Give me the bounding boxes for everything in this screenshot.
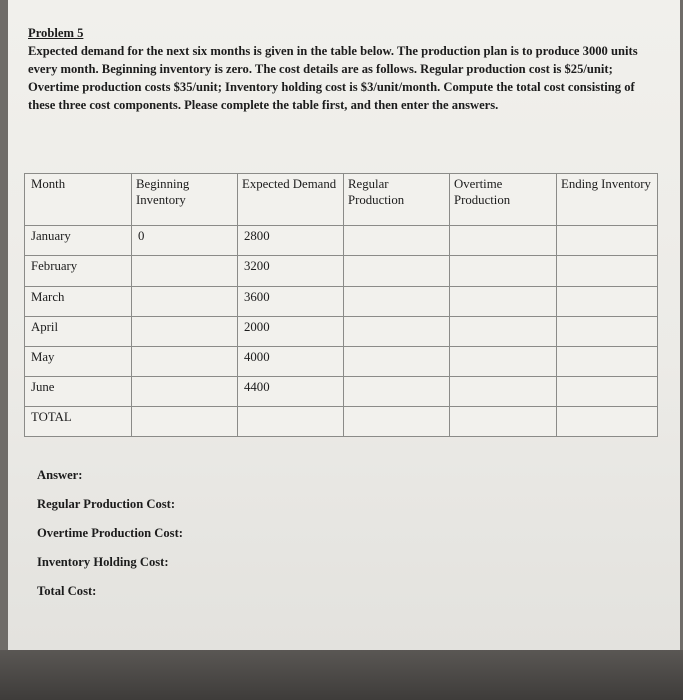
header-month: Month xyxy=(25,174,132,226)
cell-month: May xyxy=(25,346,132,376)
header-overtime-production: Overtime Production xyxy=(450,174,557,226)
cell-beginning-inventory[interactable]: 0 xyxy=(132,226,238,256)
cell-regular-production[interactable] xyxy=(344,406,450,436)
cell-beginning-inventory[interactable] xyxy=(132,376,238,406)
cell-overtime-production[interactable] xyxy=(450,406,557,436)
cell-ending-inventory[interactable] xyxy=(557,346,658,376)
header-beginning-inventory: Beginning Inventory xyxy=(132,174,238,226)
cell-expected-demand: 2000 xyxy=(238,316,344,346)
cell-beginning-inventory[interactable] xyxy=(132,316,238,346)
table-row-may xyxy=(25,346,658,376)
cell-regular-production[interactable] xyxy=(344,346,450,376)
cell-ending-inventory[interactable] xyxy=(557,226,658,256)
cell-month: March xyxy=(25,286,132,316)
cell-regular-production[interactable] xyxy=(344,376,450,406)
cell-month: January xyxy=(25,226,132,256)
cell-ending-inventory[interactable] xyxy=(557,406,658,436)
cell-overtime-production[interactable] xyxy=(450,256,557,286)
cell-ending-inventory[interactable] xyxy=(557,316,658,346)
cell-ending-inventory[interactable] xyxy=(557,286,658,316)
cell-month: April xyxy=(25,316,132,346)
cell-expected-demand: 2800 xyxy=(238,226,344,256)
background-shadow xyxy=(0,650,683,700)
cell-beginning-inventory[interactable] xyxy=(132,346,238,376)
cell-regular-production[interactable] xyxy=(344,226,450,256)
problem-title: Problem 5 xyxy=(28,26,84,40)
problem-text: Expected demand for the next six months is given in the table below. The production plan is to produce 3000 units every month. Beginning inventory is zero. The cost details are as follows. Regular production cost is $25/unit; Overtime production costs $35/unit; Inventory holding cost is $3/unit/month. Compute the total cost consisting of these three cost components. Please complete the table first, and then enter the answers. xyxy=(28,44,638,112)
header-expected-demand: Expected Demand xyxy=(238,174,344,226)
table-row-total xyxy=(25,406,658,436)
regular-production-cost-label: Regular Production Cost: xyxy=(37,497,176,511)
table-row-february xyxy=(25,256,658,286)
cell-regular-production[interactable] xyxy=(344,256,450,286)
cell-month: June xyxy=(25,376,132,406)
table-row-june xyxy=(25,376,658,406)
overtime-production-cost-label: Overtime Production Cost: xyxy=(37,526,183,540)
cell-beginning-inventory[interactable] xyxy=(132,406,238,436)
cell-ending-inventory[interactable] xyxy=(557,256,658,286)
cell-beginning-inventory[interactable] xyxy=(132,286,238,316)
cell-month: TOTAL xyxy=(25,406,132,436)
inventory-holding-cost-label: Inventory Holding Cost: xyxy=(37,555,169,569)
cell-overtime-production[interactable] xyxy=(450,226,557,256)
answer-heading: Answer: xyxy=(37,468,83,482)
header-regular-production: Regular Production xyxy=(344,174,450,226)
cell-expected-demand: 4400 xyxy=(238,376,344,406)
table-row-march xyxy=(25,286,658,316)
problem-statement xyxy=(28,24,658,114)
table-row-january xyxy=(25,226,658,256)
cell-regular-production[interactable] xyxy=(344,316,450,346)
cell-month: February xyxy=(25,256,132,286)
cell-expected-demand[interactable] xyxy=(238,406,344,436)
cell-expected-demand: 4000 xyxy=(238,346,344,376)
table-header-row xyxy=(25,174,658,226)
cell-expected-demand: 3200 xyxy=(238,256,344,286)
cell-ending-inventory[interactable] xyxy=(557,376,658,406)
cell-overtime-production[interactable] xyxy=(450,286,557,316)
production-plan-table xyxy=(24,173,658,437)
cell-overtime-production[interactable] xyxy=(450,346,557,376)
total-cost-label: Total Cost: xyxy=(37,584,97,598)
header-ending-inventory: Ending Inventory xyxy=(557,174,658,226)
cell-overtime-production[interactable] xyxy=(450,376,557,406)
table-row-april xyxy=(25,316,658,346)
cell-overtime-production[interactable] xyxy=(450,316,557,346)
cell-expected-demand: 3600 xyxy=(238,286,344,316)
cell-beginning-inventory[interactable] xyxy=(132,256,238,286)
cell-regular-production[interactable] xyxy=(344,286,450,316)
